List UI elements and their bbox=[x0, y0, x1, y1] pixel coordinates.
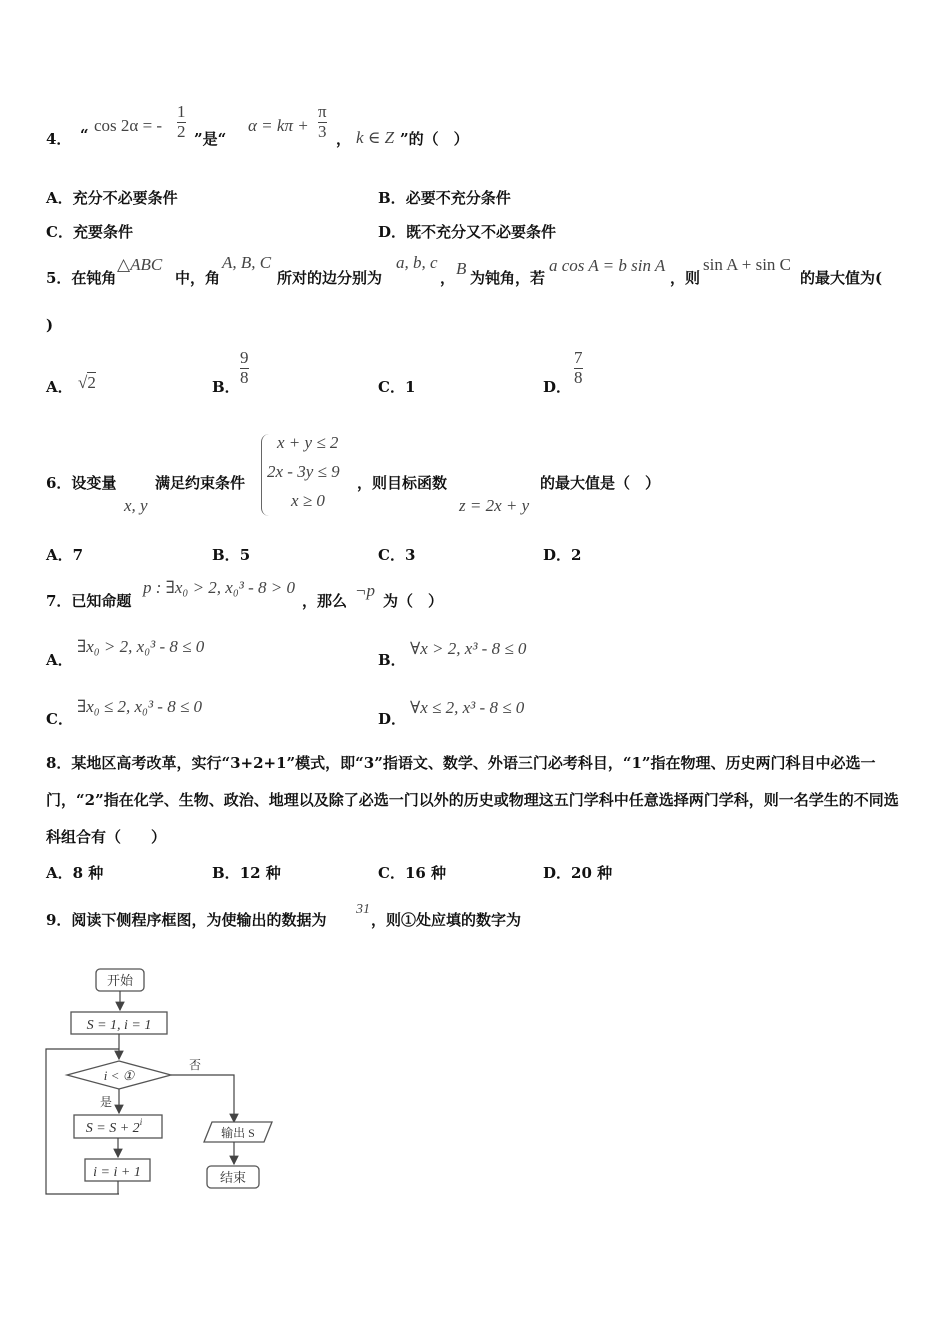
q5-target: sin A + sin C bbox=[703, 255, 792, 274]
q5-text-2: 中，角 bbox=[175, 269, 221, 287]
q8-option-a: A．8 种 bbox=[46, 864, 104, 882]
q4-close-quote: ”是“ bbox=[194, 130, 227, 148]
q5-angle-b: B bbox=[456, 259, 467, 278]
flow-yes-label: 是 bbox=[99, 1095, 113, 1109]
q6-text-1: 6．设变量 bbox=[46, 474, 117, 492]
q6-option-c: C．3 bbox=[378, 546, 416, 564]
q5-text-5: 为钝角，若 bbox=[470, 269, 546, 287]
q4-expr1-fraction bbox=[177, 103, 186, 141]
q4-expr1-den: 2 bbox=[177, 121, 186, 141]
q5-option-a-value: √2 bbox=[78, 373, 96, 392]
q5-text-4: ， bbox=[440, 269, 456, 287]
q4-expr1-num: 1 bbox=[177, 102, 186, 121]
q5-triangle: △ABC bbox=[117, 255, 163, 274]
q6-option-a: A．7 bbox=[46, 546, 84, 564]
q6-text-3: ，则目标函数 bbox=[357, 474, 448, 492]
flow-init-text: S = 1, i = 1 bbox=[86, 1018, 152, 1033]
q9-output-value: 31 bbox=[356, 902, 370, 917]
q5-option-a-label: A． bbox=[46, 378, 73, 396]
q5-text-7: 的最大值为( bbox=[800, 269, 883, 287]
q7-proposition: p : ∃x₀ > 2, x₀³ - 8 > 0 bbox=[143, 578, 295, 597]
q4-tail: ”的（ ） bbox=[400, 130, 469, 148]
flow-start-text: 开始 bbox=[106, 973, 134, 988]
q9-text-2: ，则①处应填的数字为 bbox=[371, 911, 522, 929]
q6-text-4: 的最大值是（ ） bbox=[540, 474, 661, 492]
q5-option-b-fraction: 9 8 bbox=[240, 348, 249, 387]
q4-expr2-num: π bbox=[318, 102, 327, 121]
q4-option-b: B．必要不充分条件 bbox=[378, 189, 511, 207]
q5-text-6: ，则 bbox=[670, 269, 701, 287]
q7-option-b-value: ∀x > 2, x³ - 8 ≤ 0 bbox=[410, 639, 527, 658]
q6-option-d: D．2 bbox=[543, 546, 582, 564]
q4-option-a: A．充分不必要条件 bbox=[46, 189, 178, 207]
q9-flowchart bbox=[40, 962, 290, 1202]
q4-option-c: C．充要条件 bbox=[46, 223, 133, 241]
q4-expr2-den: 3 bbox=[318, 121, 327, 141]
q5-option-c: C．1 bbox=[378, 378, 416, 396]
q4-number: 4． bbox=[46, 130, 72, 148]
q4-comma: ， bbox=[336, 130, 352, 148]
q4-expr2-lhs: α = kπ + bbox=[248, 116, 309, 135]
q5-condition: a cos A = b sin A bbox=[549, 256, 666, 275]
flow-no-branch bbox=[171, 1075, 234, 1122]
q5-option-d-label: D． bbox=[543, 378, 572, 396]
q8-option-c: C．16 种 bbox=[378, 864, 447, 882]
q7-option-a-value: ∃x₀ > 2, x₀³ - 8 ≤ 0 bbox=[77, 637, 205, 656]
flow-end-text: 结束 bbox=[219, 1170, 247, 1185]
q7-option-c-label: C． bbox=[46, 710, 73, 728]
q7-option-d-label: D． bbox=[378, 710, 407, 728]
q7-text-1: 7．已知命题 bbox=[46, 592, 132, 610]
q7-text-3: 为（ ） bbox=[383, 592, 444, 610]
q8-text: 8．某地区高考改革，实行“3+2+1”模式，即“3”指语文、数学、外语三门必考科目，“1”指在物理、历史两门科目中必选一门，“2”指在化学、生物、政治、地理以及除了必选一门以外的历史或物理这五门学科中任意选择两门学科，则一名学生的不同选科组合有（ ） bbox=[46, 754, 899, 846]
q6-constraint-1: x + y ≤ 2 bbox=[277, 433, 339, 452]
q5-option-d-fraction: 7 8 bbox=[574, 348, 583, 387]
q5-option-b-label: B． bbox=[212, 378, 240, 396]
flow-output-text: 输出 S bbox=[221, 1126, 255, 1140]
q6-variables: x, y bbox=[124, 496, 148, 515]
flow-no-label: 否 bbox=[188, 1058, 202, 1072]
q5-text-1: 5．在钝角 bbox=[46, 269, 117, 287]
flow-condition-text: i < ① bbox=[103, 1068, 135, 1083]
q7-option-c-value: ∃x₀ ≤ 2, x₀³ - 8 ≤ 0 bbox=[77, 697, 203, 716]
q7-option-a-label: A． bbox=[46, 651, 73, 669]
q7-option-d-value: ∀x ≤ 2, x³ - 8 ≤ 0 bbox=[410, 698, 525, 717]
q4-expr1-lhs: cos 2α = - bbox=[94, 116, 163, 135]
q4-expr2-fraction bbox=[318, 103, 327, 141]
flow-incr-text: i = i + 1 bbox=[93, 1165, 141, 1180]
flow-update-text: $S = S + 2^i$ bbox=[85, 1117, 143, 1136]
q6-text-2: 满足约束条件 bbox=[155, 474, 246, 492]
q8-option-d: D．20 种 bbox=[543, 864, 613, 882]
q6-objective: z = 2x + y bbox=[459, 496, 530, 515]
q6-option-b: B．5 bbox=[212, 546, 251, 564]
q9-text-1: 9．阅读下侧程序框图，为使输出的数据为 bbox=[46, 911, 327, 929]
q7-text-2: ，那么 bbox=[302, 592, 348, 610]
q4-expr2-tail: k ∈ Z bbox=[356, 128, 395, 147]
q8-option-b: B．12 种 bbox=[212, 864, 281, 882]
q4-option-d: D．既不充分又不必要条件 bbox=[378, 223, 557, 241]
q6-constraint-3: x ≥ 0 bbox=[291, 491, 325, 510]
q7-negation: ¬p bbox=[355, 581, 375, 600]
q5-text-8: ) bbox=[46, 316, 54, 334]
q5-angles: A, B, C bbox=[222, 253, 272, 272]
q5-text-3: 所对的边分别为 bbox=[277, 269, 383, 287]
q6-constraint-2: 2x - 3y ≤ 9 bbox=[267, 462, 340, 481]
q7-option-b-label: B． bbox=[378, 651, 406, 669]
q4-open-quote: “ bbox=[80, 126, 89, 144]
q5-sides: a, b, c bbox=[396, 253, 438, 272]
